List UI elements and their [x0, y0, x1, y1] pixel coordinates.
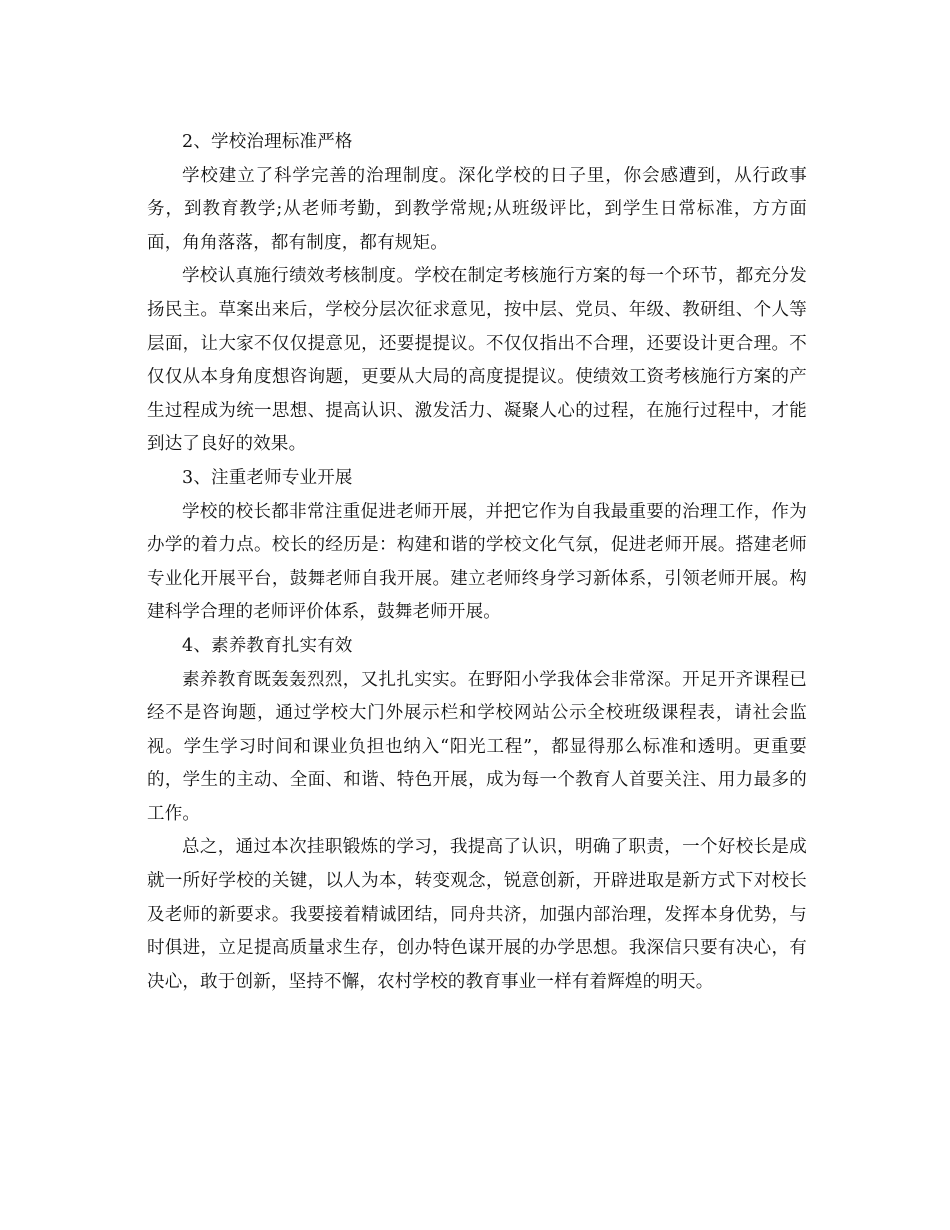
paragraph-management-system: 学校建立了科学完善的治理制度。深化学校的日子里，你会感遭到，从行政事务，到教育教学;从老师考勤，到教学常规;从班级评比，到学生日常标准，方方面面，角角落落，都有制度，都有规矩。: [147, 165, 807, 253]
paragraph-performance-assessment: 学校认真施行绩效考核制度。学校在制定考核施行方案的每一个环节，都充分发扬民主。草案出来后，学校分层次征求意见，按中层、党员、年级、教研组、个人等层面，让大家不仅仅提意见，还要提提议。不仅仅指出不合理，还要设计更合理。不仅仅从本身角度想咨询题，更要从大局的高度提提议。使绩效工资考核施行方案的产生过程成为统一思想、提高认识、激发活力、凝聚人心的过程，在施行过程中，才能到达了良好的效果。: [147, 266, 807, 455]
paragraph-conclusion: 总之，通过本次挂职锻炼的学习，我提高了认识，明确了职责，一个好校长是成就一所好学校的关键，以人为本，转变观念，锐意创新，开辟进取是新方式下对校长及老师的新要求。我要接着精诚团结，同舟共济，加强内部治理，发挥本身优势，与时俱进，立足提高质量求生存，创办特色谋开展的办学思想。我深信只要有决心，有决心，敢于创新，坚持不懈，农村学校的教育事业一样有着辉煌的明天。: [147, 837, 807, 992]
section-heading-3: 3、注重老师专业开展: [182, 467, 353, 488]
paragraph-quality-education: 素养教育既轰轰烈烈，又扎扎实实。在野阳小学我体会非常深。开足开齐课程已经不是咨询题，通过学校大门外展示栏和学校网站公示全校班级课程表，请社会监视。学生学习时间和课业负担也纳入“阳光工程”，都显得那么标准和透明。更重要的，学生的主动、全面、和谐、特色开展，成为每一个教育人首要关注、用力最多的工作。: [147, 669, 807, 824]
section-heading-4: 4、素养教育扎实有效: [182, 635, 353, 656]
document-page: [147, 126, 807, 999]
paragraph-teacher-development: 学校的校长都非常注重促进老师开展，并把它作为自我最重要的治理工作，作为办学的着力点。校长的经历是：构建和谐的学校文化气氛，促进老师开展。搭建老师专业化开展平台，鼓舞老师自我开展。建立老师终身学习新体系，引领老师开展。构建科学合理的老师评价体系，鼓舞老师开展。: [147, 501, 807, 623]
section-heading-2: 2、学校治理标准严格: [182, 132, 353, 152]
